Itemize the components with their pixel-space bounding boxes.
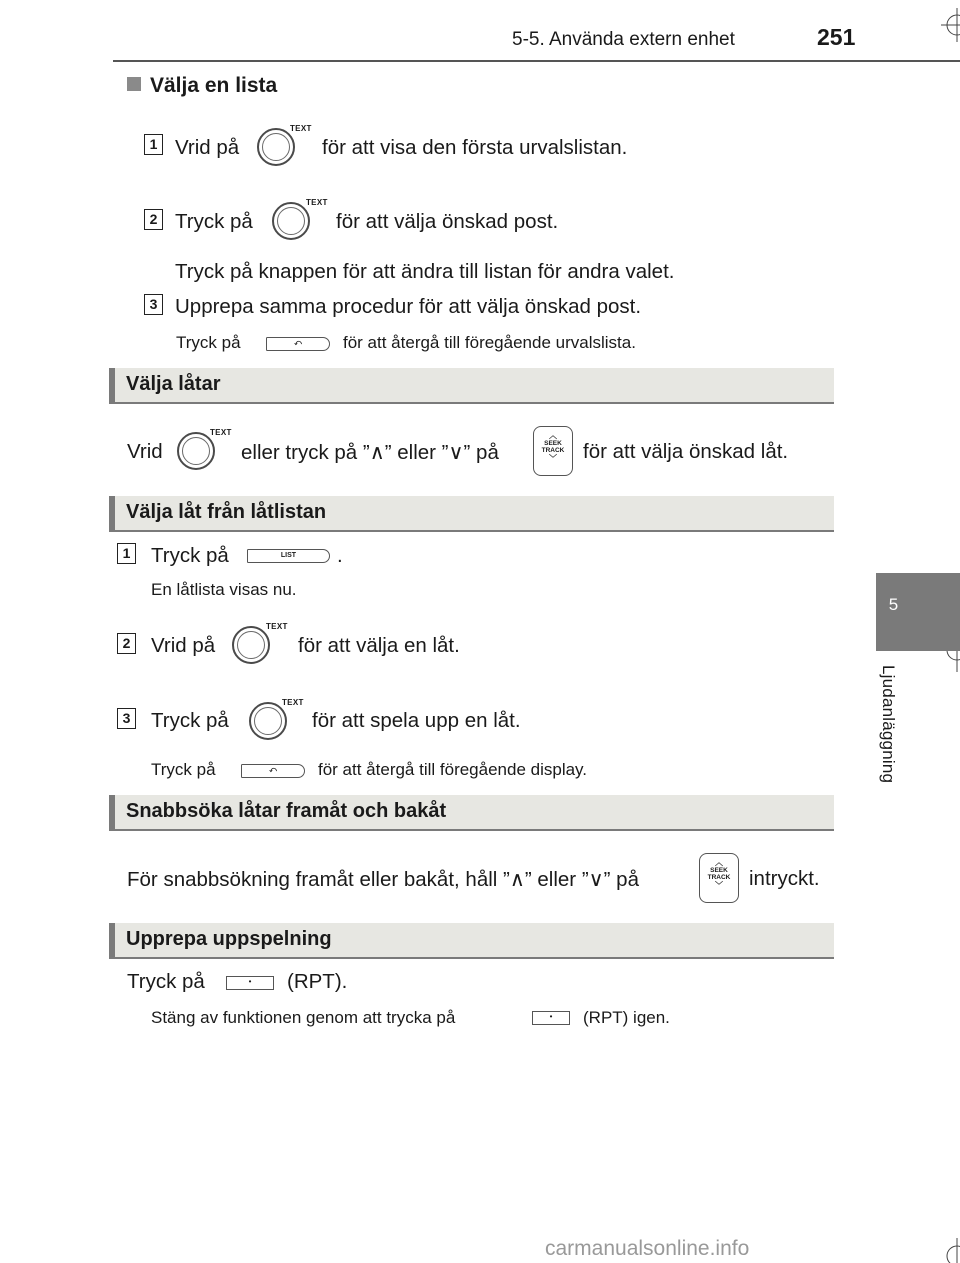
back-button-icon: ⤺ [266,337,330,351]
header-rule [113,60,960,62]
knob-label: TEXT [306,198,328,207]
section-heading-bar: Välja låtar [109,368,834,404]
step-text: Vrid på [175,136,240,159]
chapter-number: 5 [888,595,899,614]
section-heading-bar: Snabbsöka låtar framåt och bakåt [109,795,834,831]
step-text: Tryck på [175,210,253,233]
registration-mark-icon [935,1238,960,1263]
tune-knob-icon [232,626,270,664]
knob-label: TEXT [266,622,288,631]
tune-knob-icon [257,128,295,166]
knob-label: TEXT [290,124,312,133]
step-note: Tryck på [176,333,241,352]
header-section-title: 5-5. Använda extern enhet [512,29,735,50]
body-text: intryckt. [749,867,820,890]
knob-label: TEXT [210,428,232,437]
step-note: för att återgå till föregående display. [318,760,588,779]
registration-mark-icon [935,8,960,42]
knob-label: TEXT [282,698,304,707]
step-text: . [337,544,343,567]
step-note: Tryck på [151,760,216,779]
page-number: 251 [817,24,856,50]
square-bullet-icon [127,77,141,91]
rpt-button-icon: • [226,976,274,990]
step-text: för att spela upp en låt. [312,709,521,732]
tune-knob-icon [177,432,215,470]
list-button-icon: LIST [247,549,330,563]
step-note: En låtlista visas nu. [151,580,297,599]
step-text: Tryck på [151,544,229,567]
body-text: Vrid [127,440,163,463]
body-text: (RPT). [287,970,348,993]
body-text: eller tryck på ”∧” eller ”∨” på [241,441,499,464]
back-button-icon: ⤺ [241,764,305,778]
body-text: För snabbsökning framåt eller bakåt, håll ”∧” eller ”∨” på [127,868,639,891]
seek-track-button-icon: ︿ SEEK TRACK ﹀ [699,853,739,903]
body-note: (RPT) igen. [583,1008,670,1027]
step-text: för att välja önskad post. [336,210,559,233]
step-text: Tryck på [151,709,229,732]
step-number: 2 [117,633,136,654]
chapter-title: Ljudanläggning [879,665,898,784]
tune-knob-icon [249,702,287,740]
rpt-button-icon: • [532,1011,570,1025]
step-number: 2 [144,209,163,230]
section-heading-bar: Välja låt från låtlistan [109,496,834,532]
step-text: Vrid på [151,634,216,657]
step-note: Tryck på knappen för att ändra till listan för andra valet. [175,260,675,283]
step-number: 1 [144,134,163,155]
step-note: för att återgå till föregående urvalslista. [343,333,636,352]
step-text: för att visa den första urvalslistan. [322,136,628,159]
chapter-tab [876,573,960,651]
subheading-valja-en-lista: Välja en lista [127,74,277,98]
body-text: Tryck på [127,970,205,993]
step-text: för att välja en låt. [298,634,460,657]
tune-knob-icon [272,202,310,240]
step-text: Upprepa samma procedur för att välja önskad post. [175,295,642,318]
step-number: 3 [144,294,163,315]
seek-track-button-icon: ︿ SEEK TRACK ﹀ [533,426,573,476]
body-text: för att välja önskad låt. [583,440,789,463]
step-number: 1 [117,543,136,564]
watermark-text: carmanualsonline.info [545,1237,750,1260]
section-heading-bar: Upprepa uppspelning [109,923,834,959]
body-note: Stäng av funktionen genom att trycka på [151,1008,456,1027]
step-number: 3 [117,708,136,729]
